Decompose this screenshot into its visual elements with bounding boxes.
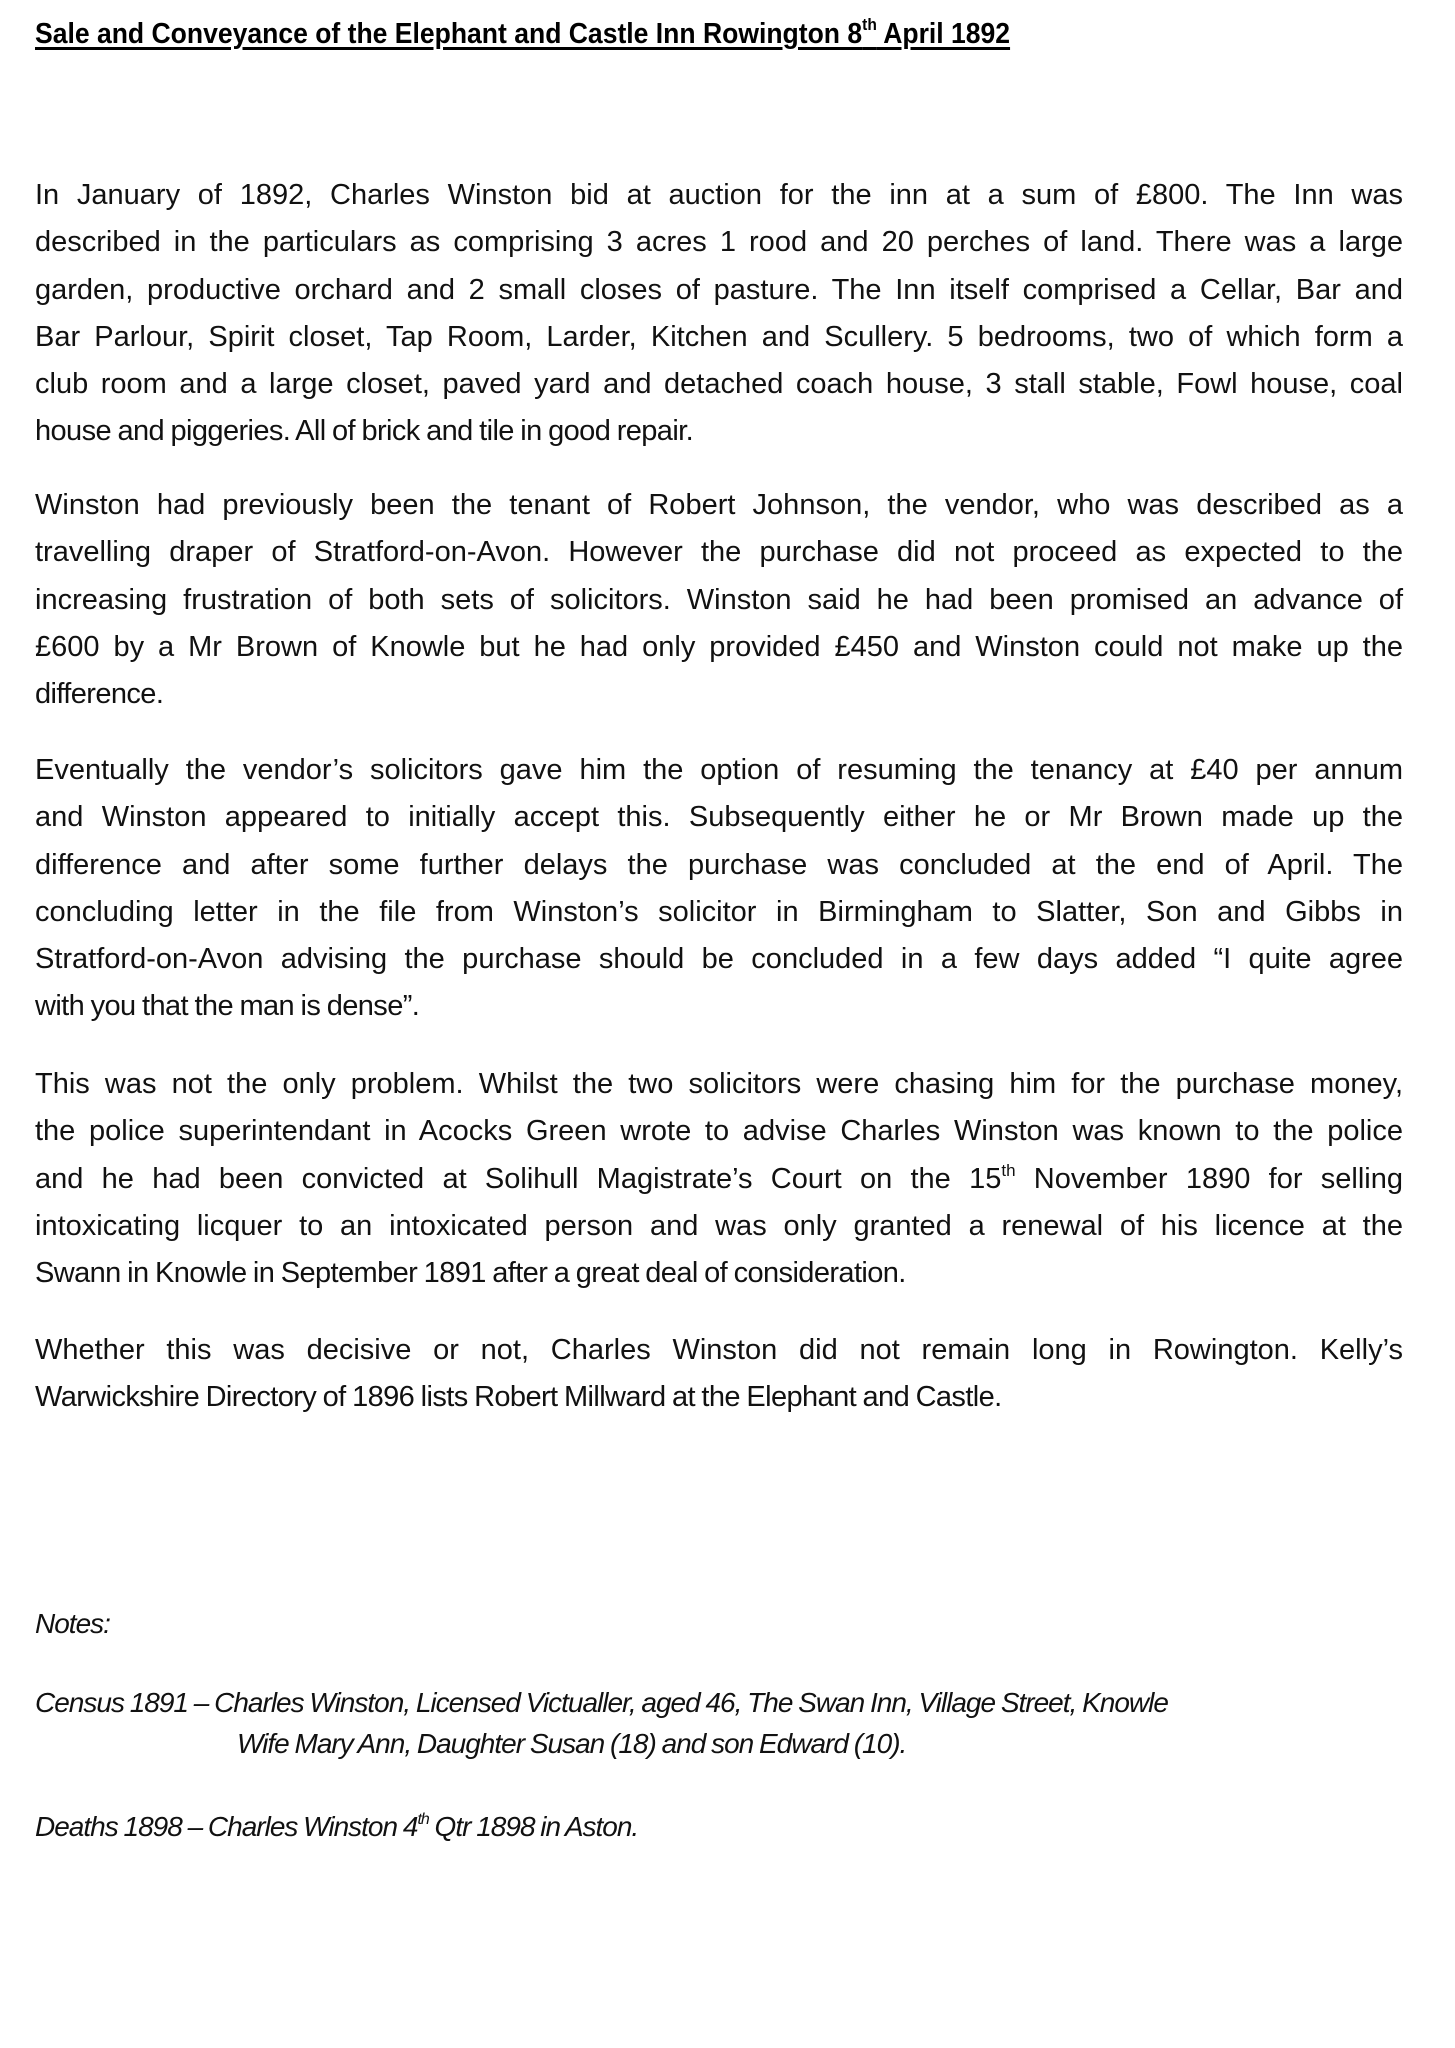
text-line: intoxicating licquer to an intoxicated person and was only granted a renewal of his licence at the: [35, 1209, 1403, 1242]
deaths-note: [35, 1807, 638, 1847]
text-line: Winston had previously been the tenant of Robert Johnson, the vendor, who was described as a: [35, 489, 1403, 521]
text-line: £600 by a Mr Brown of Knowle but he had only provided £450 and Winston could not make up the: [35, 630, 1403, 663]
census-note-line-1: Census 1891 – Charles Winston, Licensed Victualler, aged 46, The Swan Inn, Village Street, Knowle: [35, 1687, 1168, 1718]
text-line: travelling draper of Stratford-on-Avon. However the purchase did not proceed as expected to the: [35, 536, 1403, 569]
text-line: In January of 1892, Charles Winston bid at auction for the inn at a sum of £800. The Inn was: [35, 179, 1403, 211]
text-line: described in the particulars as comprising 3 acres 1 rood and 20 perches of land. There was a large: [35, 226, 1403, 259]
text-line: difference and after some further delays the purchase was concluded at the end of April. The: [35, 848, 1403, 881]
census-note-line-2: Wife Mary Ann, Daughter Susan (18) and son Edward (10).: [237, 1728, 907, 1759]
text-segment: November 1890 for selling: [1015, 1162, 1403, 1195]
notes-heading: Notes:: [35, 1608, 110, 1639]
text-line: Stratford-on-Avon advising the purchase should be concluded in a few days added “I quite agree: [35, 943, 1403, 976]
title-superscript: th: [862, 15, 877, 34]
text-line: Swann in Knowle in September 1891 after a great deal of consideration.: [35, 1257, 906, 1290]
text-segment: Deaths 1898 – Charles Winston 4: [35, 1811, 418, 1842]
text-segment: Qtr 1898 in Aston.: [428, 1811, 639, 1842]
ordinal-superscript: th: [417, 1811, 429, 1828]
text-line: house and piggeries. All of brick and tile in good repair.: [35, 415, 694, 448]
title-main: Sale and Conveyance of the Elephant and Castle Inn Rowington 8: [35, 18, 863, 50]
text-line: and Winston appeared to initially accept this. Subsequently either he or Mr Brown made up the: [35, 801, 1403, 834]
text-line: Whether this was decisive or not, Charles Winston did not remain long in Rowington. Kelly’s: [35, 1334, 1403, 1366]
text-line: Bar Parlour, Spirit closet, Tap Room, Larder, Kitchen and Scullery. 5 bedrooms, two of which form a: [35, 320, 1403, 353]
text-line: garden, productive orchard and 2 small closes of pasture. The Inn itself comprised a Cellar, Bar and: [35, 273, 1403, 306]
title-tail: April 1892: [876, 18, 1011, 50]
ordinal-superscript: th: [1001, 1160, 1016, 1180]
text-line: increasing frustration of both sets of solicitors. Winston said he had been promised an advance of: [35, 583, 1403, 616]
text-line: concluding letter in the file from Winston’s solicitor in Birmingham to Slatter, Son and Gibbs in: [35, 895, 1403, 928]
text-line: difference.: [35, 678, 164, 711]
text-line: with you that the man is dense”.: [35, 990, 420, 1023]
text-line: club room and a large closet, paved yard and detached coach house, 3 stall stable, Fowl house, coal: [35, 368, 1403, 401]
notes-section: [35, 0, 1435, 2048]
text-line: This was not the only problem. Whilst the two solicitors were chasing him for the purchase money,: [35, 1068, 1403, 1100]
text-line: Warwickshire Directory of 1896 lists Robert Millward at the Elephant and Castle.: [35, 1381, 1002, 1414]
text-line: the police superintendant in Acocks Green wrote to advise Charles Winston was known to the police: [35, 1115, 1403, 1148]
text-line: Eventually the vendor’s solicitors gave him the option of resuming the tenancy at £40 per annum: [35, 754, 1403, 786]
text-segment: and he had been convicted at Solihull Magistrate’s Court on the 15: [35, 1162, 1002, 1195]
